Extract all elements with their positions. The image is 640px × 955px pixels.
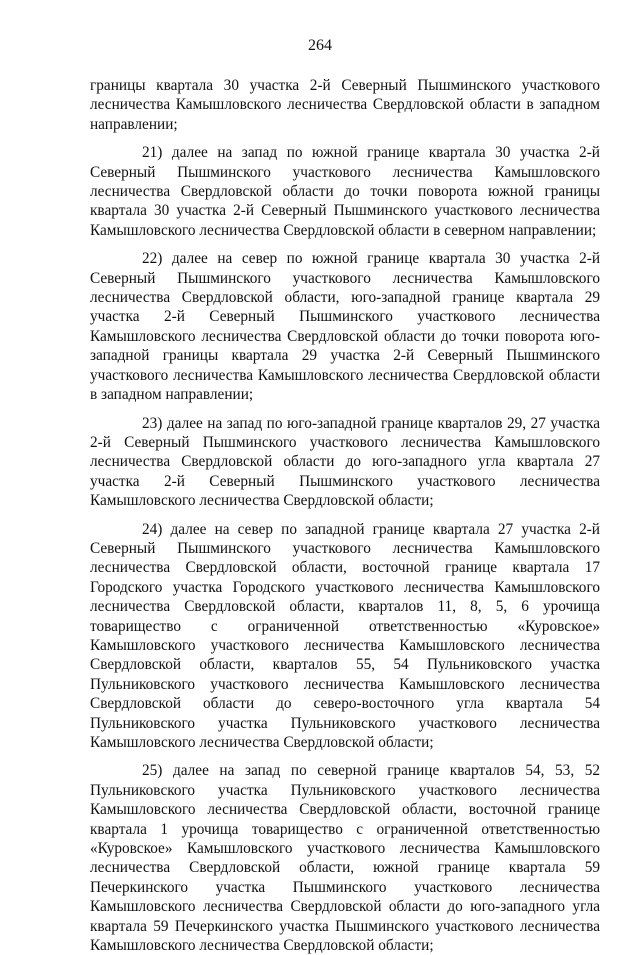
paragraph-item-23: 23) далее на запад по юго-западной границе кварталов 29, 27 участка 2-й Северный Пышминского участкового лесничества Камышловского лесничества Свердловской области до юго-западного угла квартала 27 участка 2-й Северный Пышминского участкового лесничества Камышловского лесничества Свердловской области; [90,414,600,510]
document-body [90,76,600,955]
paragraph-continuation: границы квартала 30 участка 2-й Северный Пышминского участкового лесничества Камышловского лесничества Свердловской области в западном направлении; [90,77,600,133]
page-number: 264 [308,37,332,54]
paragraph-item-25: 25) далее на запад по северной границе кварталов 54, 53, 52 Пульниковского участка Пульниковского участкового лесничества Камышловского лесничества Свердловской области, восточной границе квартала 1 урочища товарищество с ограниченной ответственностью «Куровское» Камышловского участкового лесничества Камышловского лесничества Свердловской области, южной границе квартала 59 Печеркинского участка Пышминского участкового лесничества Камышловского лесничества Свердловской области до юго-западного угла квартала 59 Печеркинского участка Пышминского участкового лесничества Камышловского лесничества Свердловской области; [90,762,600,955]
paragraph-item-24: 24) далее на север по западной границе квартала 27 участка 2-й Северный Пышминского участкового лесничества Камышловского лесничества Свердловской области, восточной границе квартала 17 Городского участка Городского участкового лесничества Камышловского лесничества Свердловской области, кварталов 11, 8, 5, 6 урочища товарищество с ограниченной ответственностью «Куровское» Камышловского участкового лесничества Камышловского лесничества Свердловской области, кварталов 55, 54 Пульниковского участка Пульниковского участкового лесничества Камышловского лесничества Свердловской области до северо-восточного угла квартала 54 Пульниковского участка Пульниковского участкового лесничества Камышловского лесничества Свердловской области; [90,520,600,751]
paragraph-spacer [90,752,600,761]
paragraph-item-21: 21) далее на запад по южной границе квартала 30 участка 2-й Северный Пышминского участкового лесничества Камышловского лесничества Свердловской области до точки поворота южной границы квартала 30 участка 2-й Северный Пышминского участкового лесничества Камышловского лесничества Свердловской области в северном направлении; [90,144,600,239]
paragraph-item-22: 22) далее на север по южной границе квартала 30 участка 2-й Северный Пышминского участкового лесничества Камышловского лесничества Свердловской области, юго-западной границе квартала 29 участка 2-й Северный Пышминского участкового лесничества Камышловского лесничества Свердловской области до точки поворота юго-западной границы квартала 29 участка 2-й Северный Пышминского участкового лесничества Камышловского лесничества Свердловской области в западном направлении; [90,250,600,404]
paragraph-spacer [90,405,600,414]
paragraph-spacer [90,134,600,143]
paragraph-spacer [90,240,600,249]
paragraph-spacer [90,511,600,520]
